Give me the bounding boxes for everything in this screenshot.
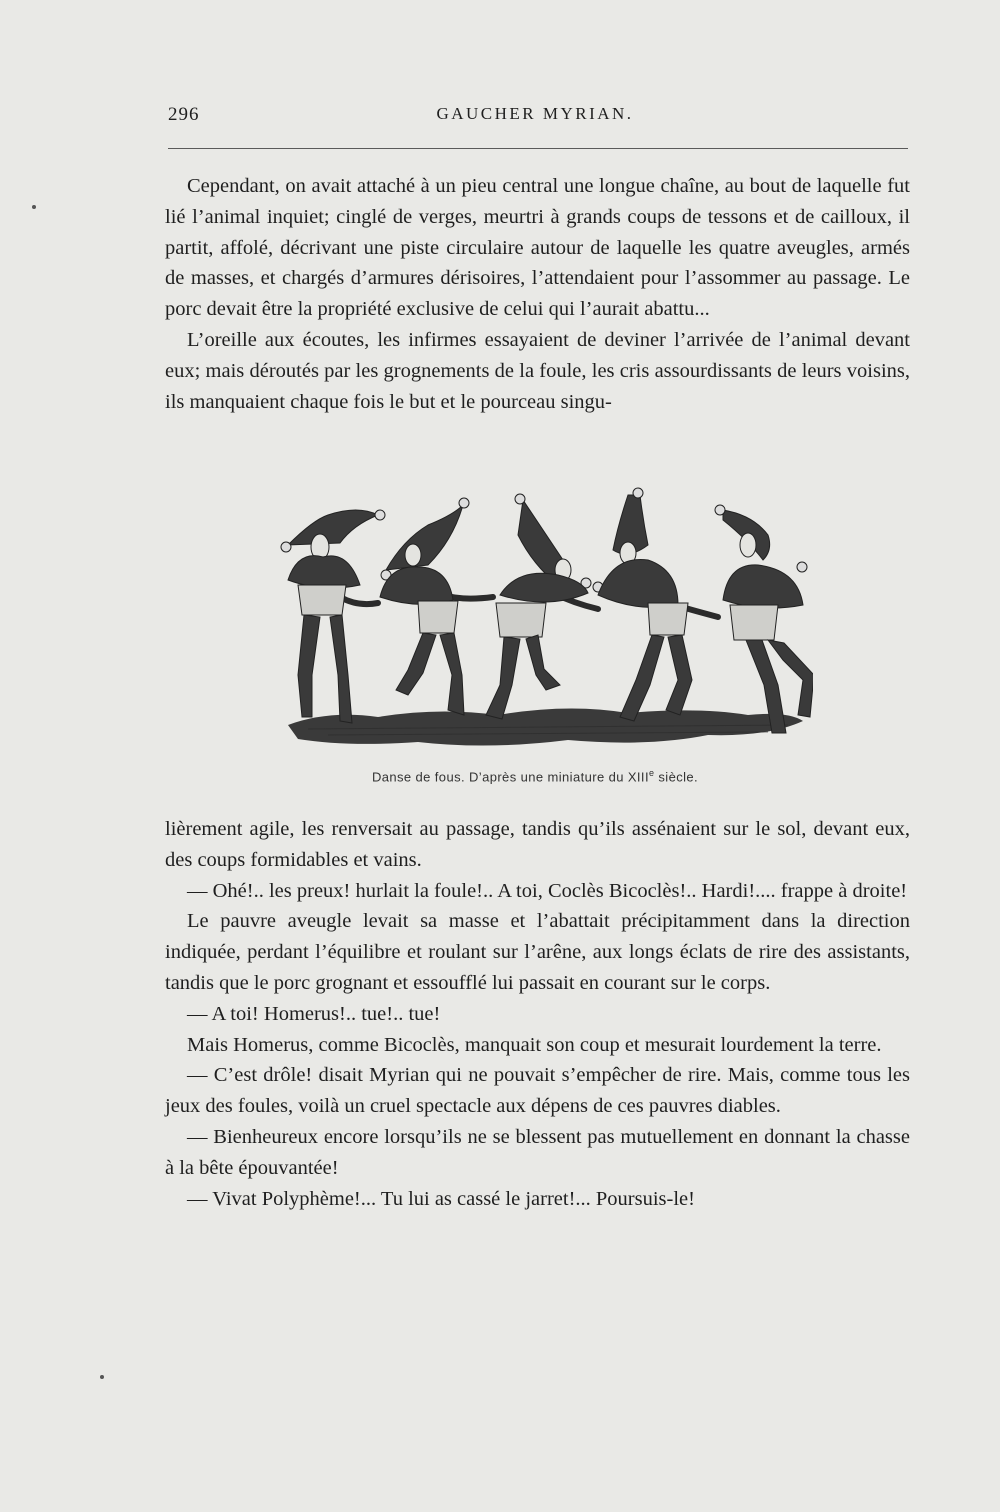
paragraph: — C’est drôle! disait Myrian qui ne pouvait s’empêcher de rire. Mais, comme tous les jeux des foules, voilà un cruel spectacle aux dépens de ces pauvres diables. [165,1064,910,1118]
paragraph: — Vivat Polyphème!... Tu lui as cassé le jarret!... Poursuis-le! [187,1187,695,1210]
dancing-fools-illustration [268,485,813,755]
paragraph: — A toi! Homerus!.. tue!.. tue! [187,1002,441,1025]
paragraph: lièrement agile, les renversait au passage, tandis qu’ils assénaient sur le sol, devant eux, des coups formidables et vains. [165,818,910,871]
paragraph: Cependant, on avait attaché à un pieu central une longue chaîne, au bout de laquelle fut lié l’animal inquiet; cinglé de verges, meurtri à grands coups de tessons et de cailloux, il partit, affolé, décrivant une piste circulaire autour de laquelle les quatre aveugles, armés de masses, et chargés d’armures dérisoires, l’attendaient pour l’assommer au passage. Le porc devait être la propriété exclusive de celui qui l’aurait abattu... [165,175,910,321]
running-title: GAUCHER MYRIAN. [436,104,634,123]
paragraph: Mais Homerus, comme Bicoclès, manquait son coup et mesurait lourdement la terre. [187,1033,882,1056]
page-number: 296 [168,104,200,125]
paragraph: — Bienheureux encore lorsqu’ils ne se blessent pas mutuellement en donnant la chasse à la bête épouvantée! [165,1125,910,1179]
paper-speck [32,205,36,209]
caption-superscript: e [648,768,655,778]
paragraph: L’oreille aux écoutes, les infirmes essayaient de deviner l’arrivée de l’animal devant eux; mais déroutés par les grognements de la foule, les cris assourdissants de leurs voisins, ils manquaient chaque fois le but et le pourceau singu- [165,328,910,413]
text-block-bottom [165,814,910,1214]
caption-text: Danse de fous. D’après une miniature du XIII [371,769,649,785]
header-rule [168,148,908,149]
paragraph: Le pauvre aveugle levait sa masse et l’abattait précipitamment dans la direction indiquée, perdant l’équilibre et roulant sur l’arêne, aux longs éclats de rire des assistants, tandis que le porc grognant et essoufflé lui passait en courant sur le corps. [165,910,910,994]
fool-figure [715,505,813,733]
figure-caption [0,768,1000,784]
fool-figure [486,494,591,719]
text-block-top [165,171,910,417]
fool-figure [380,498,469,715]
caption-end: siècle. [654,769,699,785]
paper-speck [100,1375,104,1379]
paragraph: — Ohé!.. les preux! hurlait la foule!.. A toi, Coclès Bicoclès!.. Hardi!.... frappe à droite! [187,879,908,902]
fool-figure [281,510,385,723]
fool-figure [593,488,692,721]
